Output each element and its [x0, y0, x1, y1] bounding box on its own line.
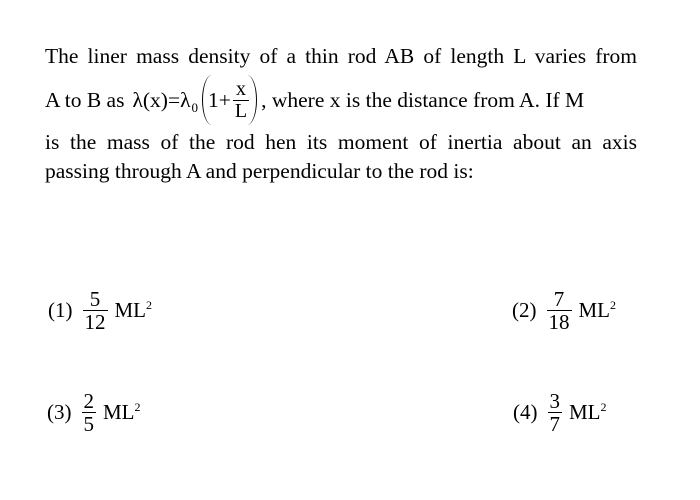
formula-lhs: λ(x)=λ — [132, 87, 191, 112]
option-label: (4) — [513, 400, 538, 424]
option-label: (1) — [48, 298, 73, 322]
exponent: 2 — [600, 400, 607, 414]
exponent: 2 — [134, 400, 141, 414]
option-term: $ML^2$ — [103, 400, 141, 424]
density-formula — [132, 75, 257, 125]
option-term: $ML^2$ — [569, 400, 607, 424]
exponent: 2 — [610, 298, 616, 312]
fraction-denominator: L — [234, 99, 248, 122]
formula-parenthesis — [202, 75, 257, 125]
option-2[interactable] — [512, 288, 616, 333]
fraction-numerator: 3 — [549, 389, 560, 413]
fraction-numerator: 2 — [83, 389, 94, 413]
question-line-2 — [45, 72, 637, 128]
fraction-denominator: 12 — [84, 310, 106, 334]
exponent: 2 — [146, 298, 152, 312]
option-3[interactable] — [47, 390, 141, 435]
option-term: $ML^2$ — [578, 298, 616, 322]
option-fraction — [548, 390, 563, 435]
question-line-3: is the mass of the rod hen its moment of inertia about an axis — [45, 130, 637, 154]
fraction-denominator: 18 — [548, 310, 570, 334]
question-line-4: passing through A and perpendicular to the rod is: — [45, 159, 474, 183]
option-fraction — [547, 288, 572, 333]
option-fraction — [82, 390, 97, 435]
question-text — [45, 41, 637, 186]
lambda-subscript: 0 — [191, 99, 198, 115]
fraction-denominator: 5 — [83, 412, 94, 436]
option-fraction — [83, 288, 108, 333]
option-label: (3) — [47, 400, 72, 424]
formula-fraction — [233, 79, 249, 122]
fraction-numerator: 7 — [553, 287, 565, 311]
fraction-denominator: 7 — [549, 412, 560, 436]
question-line-2-suffix: , where x is the distance from A. If M — [261, 87, 585, 112]
option-1[interactable] — [48, 288, 152, 333]
fraction-numerator: 5 — [89, 287, 101, 311]
option-label: (2) — [512, 298, 537, 322]
question-line-2-prefix: A to B as — [45, 87, 125, 112]
formula-one-plus: 1+ — [208, 87, 231, 112]
question-line-1: The liner mass density of a thin rod AB of length L varies from — [45, 44, 637, 68]
option-4[interactable] — [513, 390, 607, 435]
fraction-numerator: x — [236, 77, 246, 100]
option-term: $ML^2$ — [114, 298, 152, 322]
